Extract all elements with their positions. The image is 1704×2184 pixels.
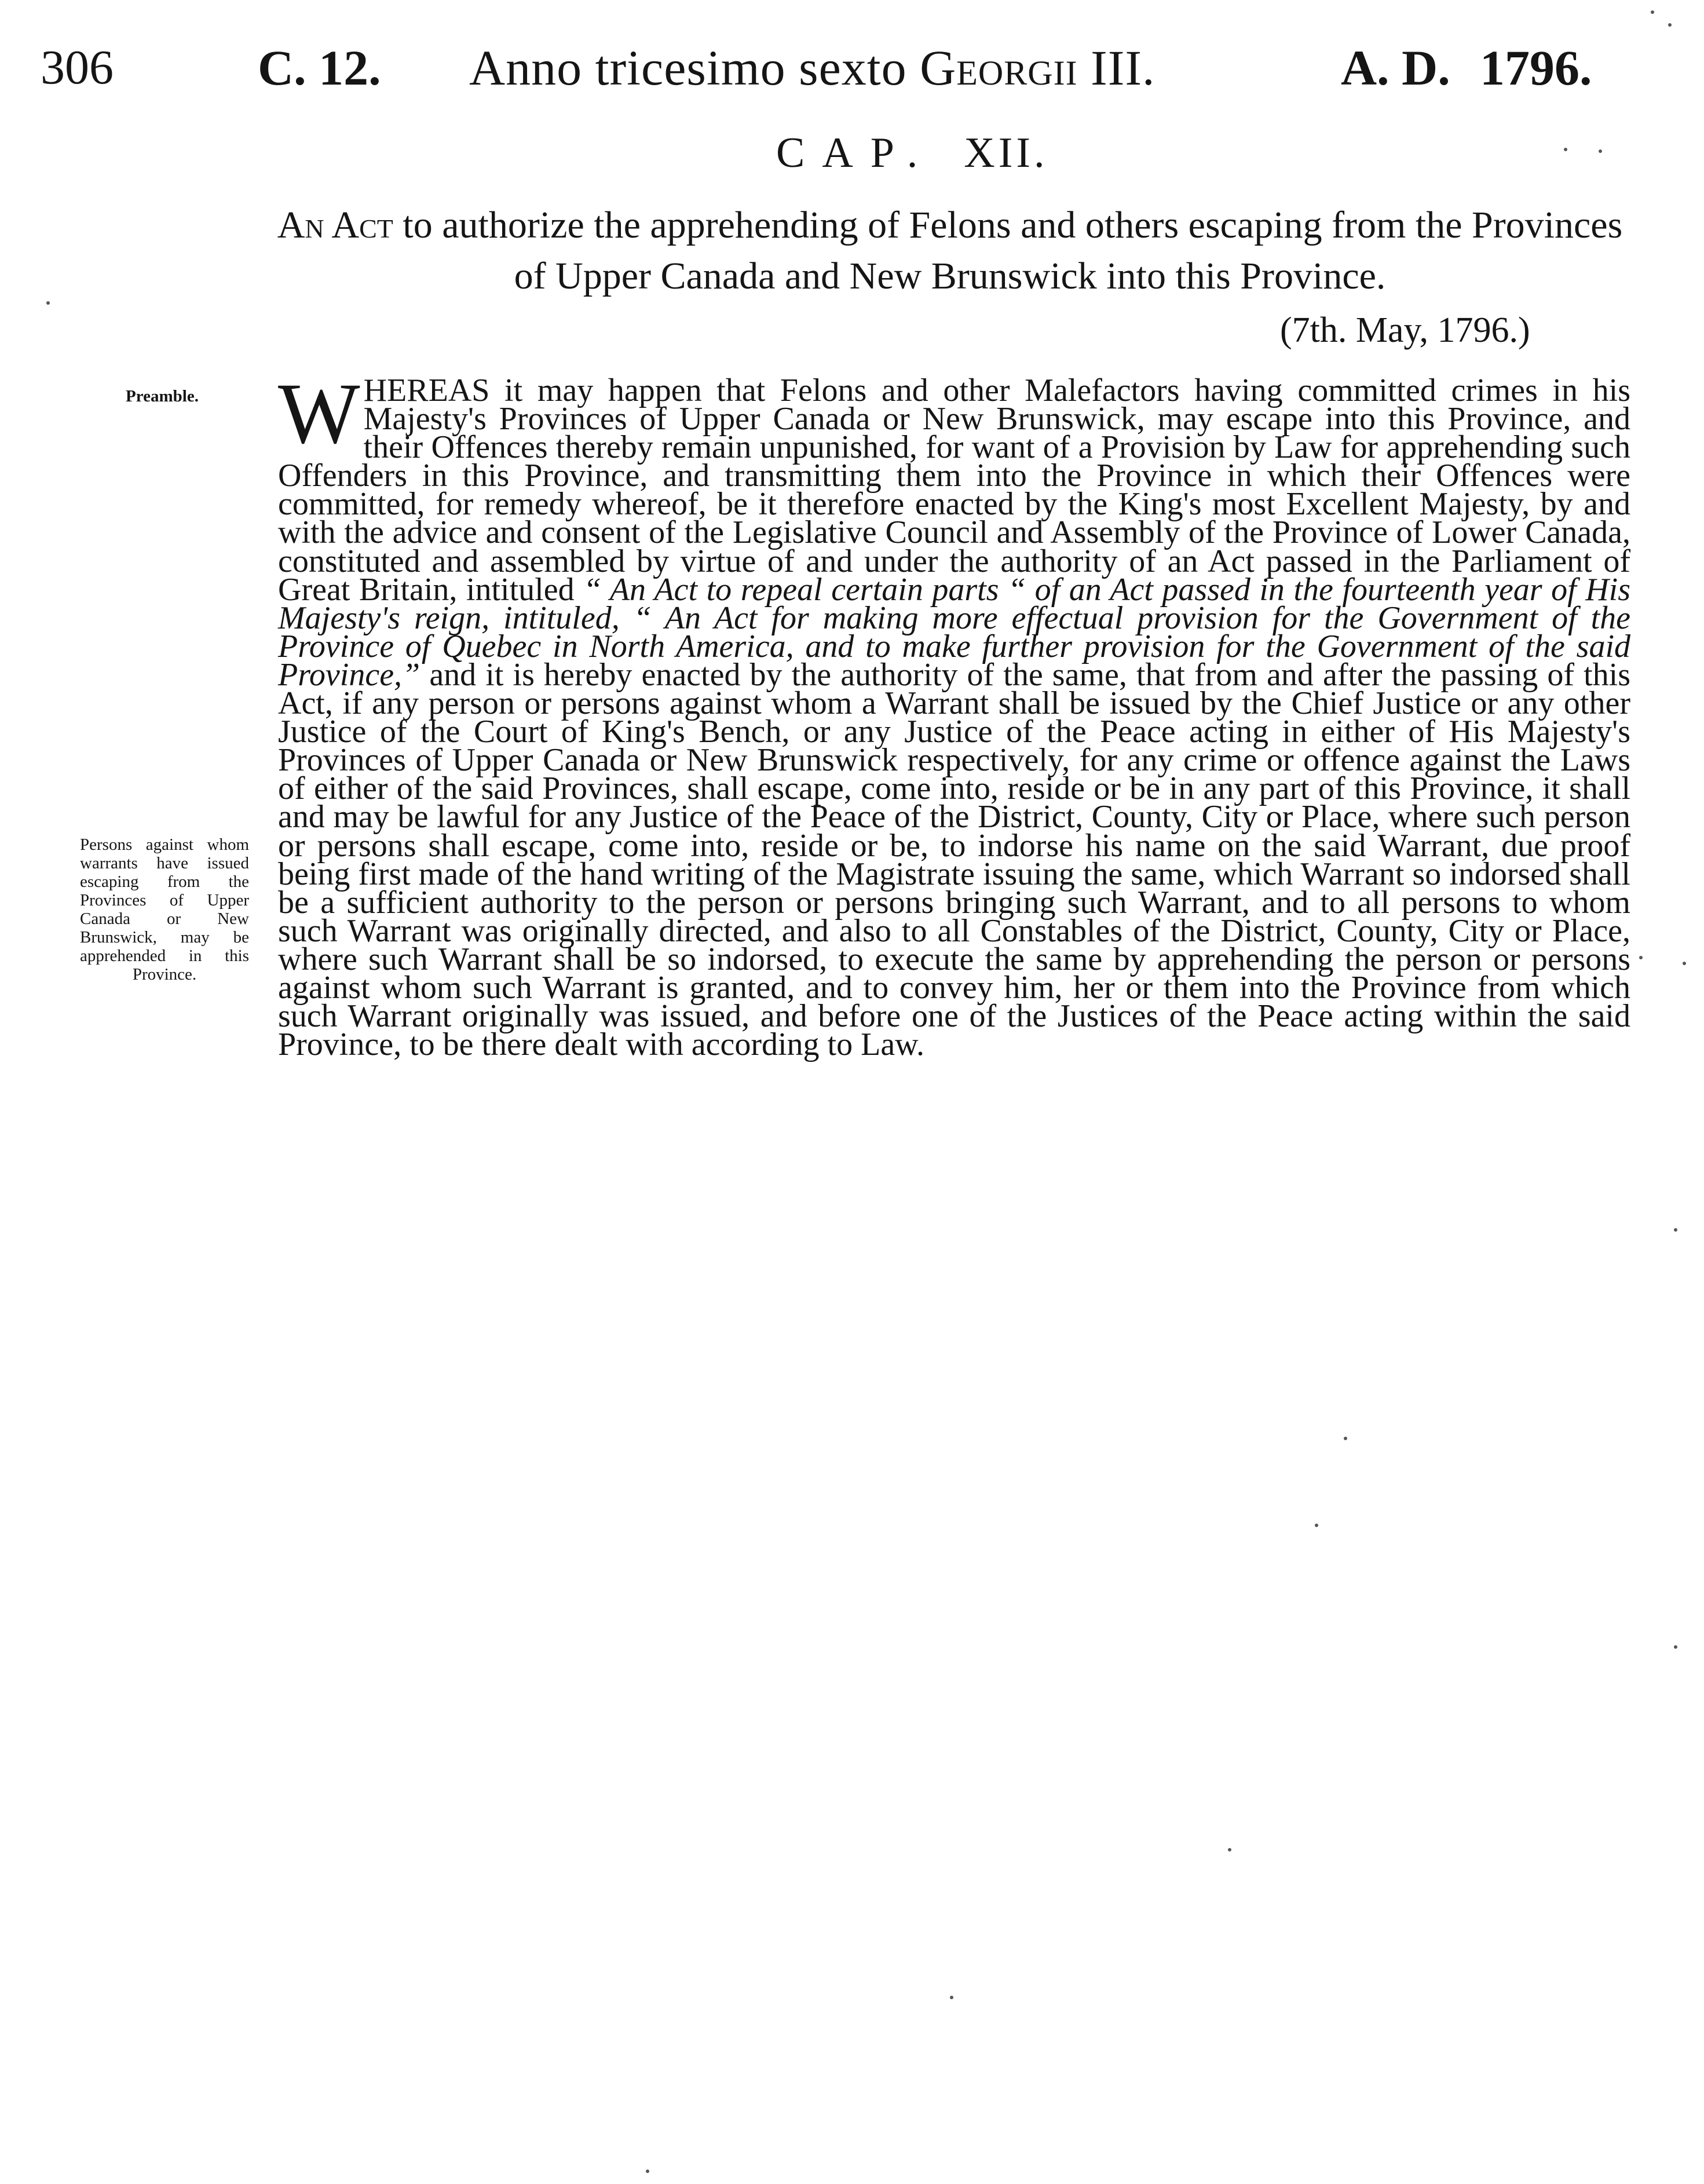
page-number: 306 [41,41,114,94]
anno-domini: A. D. [1341,40,1450,96]
scan-speck [950,1996,953,1999]
regnal-title [469,36,1155,100]
scan-speck [1651,10,1654,14]
body-part-1: HEREAS it may happen that Felons and other Malefactors having committed crimes in his Majesty's Provinces of Upper Canada or New Brunswick, may escape into this Province, and their Offences thereby remain unpunished, for want of a Provision by Law for apprehending such Offenders in this Province, and transmitting them into the Province in which their Offences were committed, for remedy whereof, be it therefore enacted by the King's most Excellent Majesty, by and with the advice and consent of the Legislative Council and Assembly of the Province of Lower Canada, constituted and assembled by virtue of and under the authority of an Act passed in the Parliament of Great Britain, intituled [278,372,1630,608]
regnal-title-prefix: Anno tricesimo sexto [469,40,907,96]
regnal-title-king: Georgii III. [920,40,1155,96]
scan-speck [1315,1524,1318,1527]
act-body [278,366,1630,1063]
scan-speck [1228,1848,1231,1851]
body-part-2: and it is hereby enacted by the authority of the same, that from and after the passing of this Act, if any person or persons against whom a Warrant shall be issued by the Chief Justice or any other Justice of the Court of King's Bench, or any Justice of the Peace acting in either of His Majesty's Provinces of Upper Canada or New Brunswick respectively, for any crime or offence against the Laws of either of the said Provinces, shall escape, come into, reside or be in any part of this Province, it shall and may be lawful for any Justice of the Peace of the District, County, City or Place, where such person or persons shall escape, come into, reside or be, to indorse his name on the said Warrant, due proof being first made of the hand writing of the Magistrate issuing the same, which Warrant so indorsed shall be a sufficient authority to the person or persons bringing such Warrant, and to all persons to whom such Warrant was originally directed, and also to all Constables of the District, County, City or Place, where such Warrant shall be so indorsed, to execute the same by apprehending the person or persons against whom such Warrant is granted, and to convey him, her or them into the Province from which such Warrant originally was issued, and before one of the Justices of the Peace acting within the said Province, to be there dealt with according to Law. [278,656,1630,1063]
act-title-lead: An Act [277,204,393,246]
scan-speck [1674,1645,1677,1649]
scan-speck [1683,962,1686,965]
cap-label: CAP. [776,129,935,177]
scan-speck [1674,1228,1677,1232]
drop-cap: W [278,366,360,462]
act-date: (7th. May, 1796.) [1280,311,1530,350]
running-header [41,36,1628,100]
scan-speck [1344,1437,1347,1440]
scan-speck [1564,148,1567,151]
margin-note-preamble: Preamble. [126,387,199,406]
scan-speck [646,2170,649,2173]
chapter-heading [776,129,1048,178]
header-year: 1796. [1480,40,1592,96]
cap-number: XII. [964,129,1048,177]
scan-speck [1639,956,1643,959]
scan-speck [1668,23,1672,27]
act-title-text: to authorize the apprehending of Felons and others escaping from the Provinces of Upper Canada and New Brunswick into this Province. [403,204,1623,297]
scan-speck [46,301,50,305]
act-title [272,200,1628,302]
body-italic-citation: “ An Act to repeal certain parts “ of an Act passed in the fourteenth year of His Majesty's reign, intituled, “ An Act for making more effectual provision for the Government of the Province of Quebec in North America, and to make further provision for the Government of the said Province,” [278,571,1630,693]
margin-note-persons: Persons against whom warrants have issued escaping from the Provinces of Upper Canada or New Brunswick, may be apprehended in this Province. [80,835,249,984]
scan-speck [1599,149,1602,153]
chapter-reference: C. 12. [258,40,381,96]
